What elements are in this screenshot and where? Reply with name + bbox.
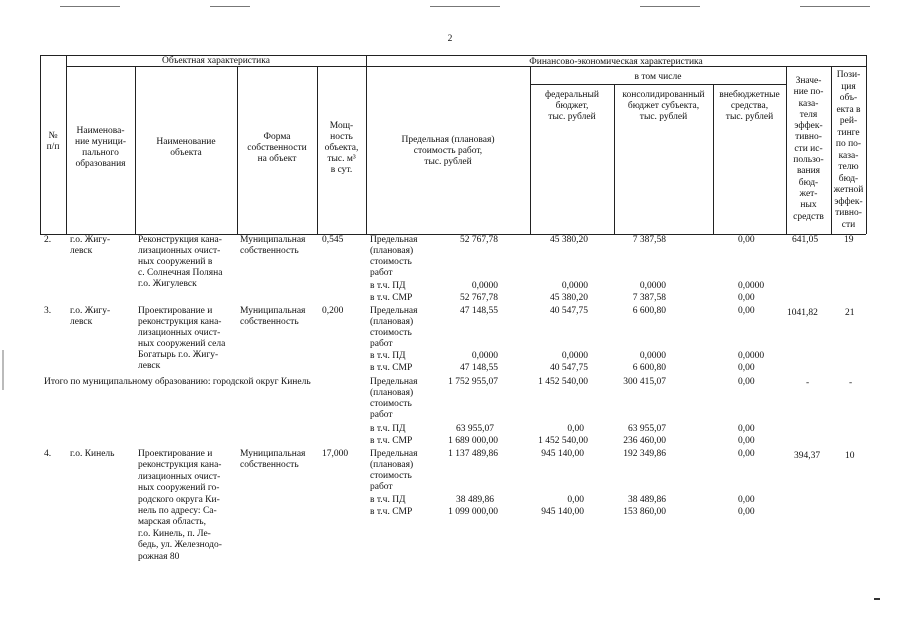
row-cost: 1 137 489,86 — [448, 449, 498, 459]
row-label-smr: в т.ч. СМР — [370, 507, 413, 517]
subtotal-position: - — [849, 378, 853, 388]
row-cost-smr: 1 099 000,00 — [448, 507, 498, 517]
subtotal-consolidated-smr: 236 460,00 — [623, 436, 666, 446]
row-label-pd: в т.ч. ПД — [370, 281, 406, 291]
row-label-smr: в т.ч. СМР — [370, 363, 413, 373]
subtotal-federal-smr: 1 452 540,00 — [538, 436, 588, 446]
subtotal-consolidated: 300 415,07 — [623, 377, 666, 387]
row-label-cost: Предельная (плановая) стоимость работ — [370, 306, 418, 349]
row-offbudget: 0,00 — [738, 449, 755, 459]
row-offbudget: 0,00 — [738, 306, 755, 316]
row-label-pd: в т.ч. ПД — [370, 495, 406, 505]
row-capacity: 0,200 — [322, 306, 344, 316]
header-col-ownership: Форма собственности на объект — [247, 132, 307, 164]
row-consolidated: 7 387,58 — [632, 235, 666, 245]
row-num: 3. — [44, 306, 52, 316]
row-cost-smr: 52 767,78 — [460, 293, 498, 303]
row-consolidated-pd: 0,0000 — [639, 281, 666, 291]
row-consolidated-smr: 6 600,80 — [632, 363, 666, 373]
header-col-federal: федеральный бюджет, тыс. рублей — [545, 90, 599, 122]
row-position: 19 — [844, 235, 854, 245]
row-num: 4. — [44, 449, 52, 459]
row-efficiency: 1041,82 — [787, 308, 818, 318]
row-municipality: г.о. Жигу- левск — [70, 306, 111, 327]
row-cost: 47 148,55 — [460, 306, 498, 316]
row-capacity: 17,000 — [322, 449, 349, 459]
row-consolidated-pd: 0,0000 — [639, 351, 666, 361]
row-offbudget-pd: 0,0000 — [738, 351, 765, 361]
row-ownership: Муниципальная собственность — [240, 306, 306, 327]
row-federal-pd: 0,0000 — [561, 351, 588, 361]
row-federal-smr: 40 547,75 — [550, 363, 588, 373]
subtotal-cost-smr: 1 689 000,00 — [448, 436, 498, 446]
row-federal: 945 140,00 — [541, 449, 584, 459]
row-consolidated-smr: 7 387,58 — [632, 293, 666, 303]
row-municipality: г.о. Жигу- левск — [70, 235, 111, 256]
row-label-cost: Предельная (плановая) стоимость работ — [370, 449, 418, 492]
row-num: 2. — [44, 235, 52, 245]
row-offbudget: 0,00 — [738, 235, 755, 245]
subtotal-cost: 1 752 955,07 — [448, 377, 498, 387]
row-position: 10 — [845, 451, 855, 461]
subtotal-offbudget-smr: 0,00 — [738, 436, 755, 446]
row-federal-pd: 0,00 — [567, 495, 584, 505]
row-federal-smr: 945 140,00 — [541, 507, 584, 517]
header-col-object: Наименование объекта — [156, 137, 216, 158]
scan-mark — [874, 598, 880, 600]
row-efficiency: 641,05 — [792, 235, 819, 245]
row-consolidated: 6 600,80 — [632, 306, 666, 316]
subtotal-efficiency: - — [806, 378, 810, 388]
row-offbudget-smr: 0,00 — [738, 363, 755, 373]
subtotal-consolidated-pd: 63 955,07 — [628, 424, 666, 434]
row-offbudget-smr: 0,00 — [738, 293, 755, 303]
row-federal: 45 380,20 — [550, 235, 588, 245]
row-object: Реконструкция кана- лизационных очист- ных сооружений в с. Солнечная Поляна г.о. Жигулевск — [138, 235, 223, 289]
row-cost-pd: 38 489,86 — [456, 495, 494, 505]
header-col-capacity: Мощ- ность объекта, тыс. м³ в сут. — [324, 121, 359, 175]
row-capacity: 0,545 — [322, 235, 344, 245]
row-label-smr: в т.ч. СМР — [370, 293, 413, 303]
row-object: Проектирование и реконструкция кана- лизационных очист- ных сооружений села Богатырь г.о. Жигу- левск — [138, 306, 226, 371]
header-col-offbudget: внебюджетные средства, тыс. рублей — [719, 90, 780, 122]
row-federal-smr: 45 380,20 — [550, 293, 588, 303]
row-federal-pd: 0,0000 — [561, 281, 588, 291]
header-col-efficiency: Значе- ние по- каза- теля эффек- тивно- сти ис- пользо- вания бюд- жет- ных средств — [793, 76, 824, 222]
header-col-position: Пози- ция объ- екта в рей- тинге по по- каза- телю бюд- жетной эффек- тивно- сти — [833, 70, 864, 230]
subtotal-federal-pd: 0,00 — [567, 424, 584, 434]
subtotal-offbudget: 0,00 — [738, 377, 755, 387]
subtotal-cost-pd: 63 955,07 — [456, 424, 494, 434]
subtotal-label-pd: в т.ч. ПД — [370, 424, 406, 434]
subtotal-federal: 1 452 540,00 — [538, 377, 588, 387]
row-cost: 52 767,78 — [460, 235, 498, 245]
row-label-pd: в т.ч. ПД — [370, 351, 406, 361]
header-col-incl: в том числе — [634, 72, 682, 82]
subtotal-label-cost: Предельная (плановая) стоимость работ — [370, 377, 418, 420]
row-ownership: Муниципальная собственность — [240, 449, 306, 470]
row-federal: 40 547,75 — [550, 306, 588, 316]
row-offbudget-smr: 0,00 — [738, 507, 755, 517]
header-finance-group: Финансово-экономическая характеристика — [529, 57, 703, 67]
row-efficiency: 394,37 — [794, 451, 821, 461]
row-cost-pd: 0,0000 — [471, 351, 498, 361]
row-ownership: Муниципальная собственность — [240, 235, 306, 256]
subtotal-label-smr: в т.ч. СМР — [370, 436, 413, 446]
subtotal-label: Итого по муниципальному образованию: городской округ Кинель — [44, 377, 311, 387]
row-object: Проектирование и реконструкция кана- лизационных очист- ных сооружений го- родского округа Ки- нель по адресу: Са- марская область, г.о. Кинель, п. Ле- бедь, ул. Железнодо- рожная 80 — [138, 449, 222, 562]
row-consolidated: 192 349,86 — [623, 449, 666, 459]
row-cost-smr: 47 148,55 — [460, 363, 498, 373]
row-offbudget-pd: 0,00 — [738, 495, 755, 505]
row-consolidated-smr: 153 860,00 — [623, 507, 666, 517]
row-offbudget-pd: 0,0000 — [738, 281, 765, 291]
row-consolidated-pd: 38 489,86 — [628, 495, 666, 505]
header-object-group: Объектная характеристика — [162, 56, 270, 66]
row-municipality: г.о. Кинель — [70, 449, 115, 459]
header-col-cost: Предельная (плановая) стоимость работ, тыс. рублей — [401, 135, 495, 167]
header-col-municipality: Наименова- ние муници- пального образования — [74, 126, 127, 169]
row-label-cost: Предельная (плановая) стоимость работ — [370, 235, 418, 278]
header-col-num: № п/п — [46, 131, 60, 152]
row-position: 21 — [845, 308, 855, 318]
page-number: 2 — [447, 34, 453, 44]
header-col-consolidated: консолидированный бюджет субъекта, тыс. рублей — [622, 90, 705, 122]
row-cost-pd: 0,0000 — [471, 281, 498, 291]
scan-mark — [2, 350, 4, 390]
subtotal-offbudget-pd: 0,00 — [738, 424, 755, 434]
